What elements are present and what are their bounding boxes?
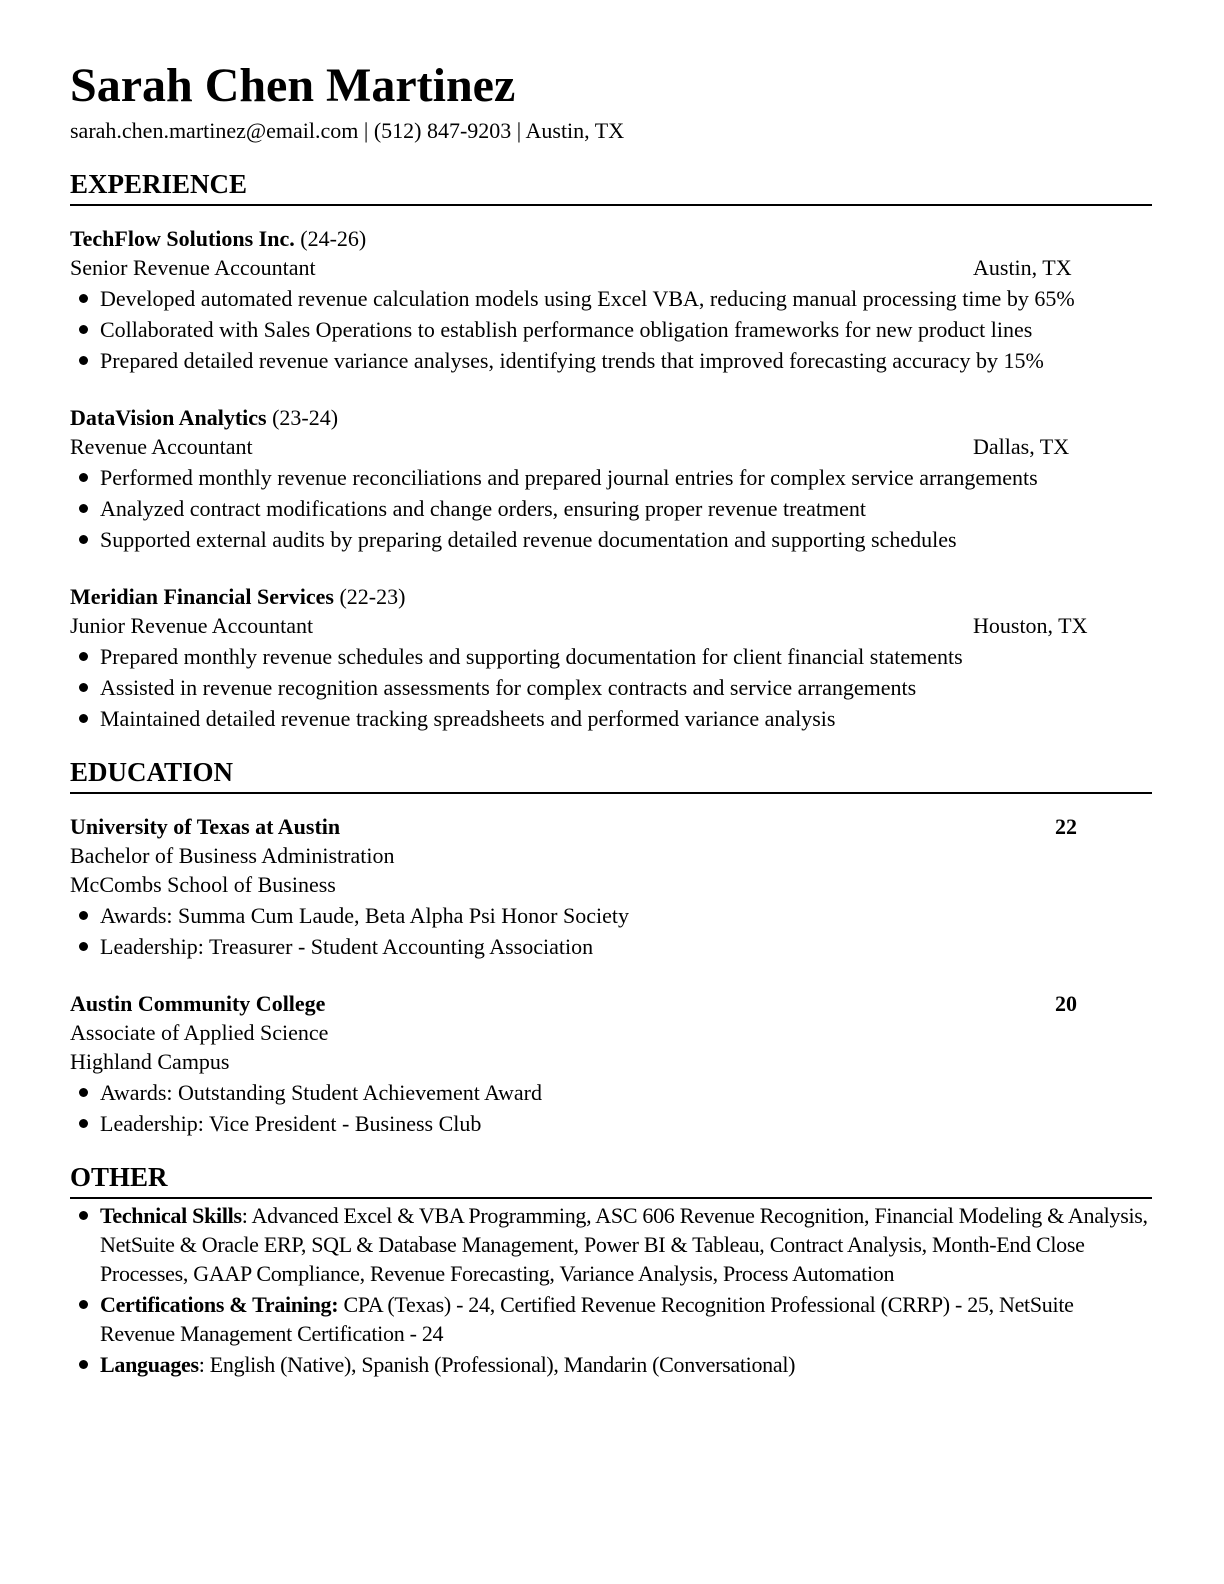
contact-email: sarah.chen.martinez@email.com (70, 118, 359, 143)
company-name: Meridian Financial Services (70, 584, 334, 609)
job-bullet: Developed automated revenue calculation models using Excel VBA, reducing manual processing time by 65% (70, 284, 1152, 313)
company-name: TechFlow Solutions Inc. (70, 226, 295, 251)
education-bullet: Leadership: Treasurer - Student Accounting Association (70, 932, 1152, 961)
job-bullet: Prepared monthly revenue schedules and supporting documentation for client financial statements (70, 642, 1152, 671)
job-title: Junior Revenue Accountant (70, 613, 314, 638)
job-bullet: Performed monthly revenue reconciliations and prepared journal entries for complex service arrangements (70, 463, 1152, 492)
experience-entry (70, 224, 1152, 375)
company-dates: (22-23) (339, 584, 406, 609)
school-name: Austin Community College (70, 991, 326, 1016)
education-bullet: Awards: Outstanding Student Achievement Award (70, 1078, 1152, 1107)
other-bullet-list (70, 1201, 1152, 1379)
job-location: Dallas, TX (973, 434, 1070, 459)
other-item-label: Certifications & Training: (100, 1292, 339, 1317)
job-bullet-list (70, 284, 1152, 375)
degree-line: Associate of Applied Science (70, 1020, 329, 1045)
other-item-label: Languages (100, 1352, 199, 1377)
title-line (70, 253, 1152, 282)
school-name: University of Texas at Austin (70, 814, 341, 839)
education-bullet: Leadership: Vice President - Business Club (70, 1109, 1152, 1138)
education-bullet: Awards: Summa Cum Laude, Beta Alpha Psi Honor Society (70, 901, 1152, 930)
other-bullet (70, 1350, 1152, 1379)
other-item-label: Technical Skills (100, 1203, 242, 1228)
degree-line: Bachelor of Business Administration (70, 843, 395, 868)
job-title: Senior Revenue Accountant (70, 255, 316, 280)
experience-entry (70, 582, 1152, 733)
school-detail-line: Highland Campus (70, 1049, 230, 1074)
other-item-text: : Advanced Excel & VBA Programming, ASC 606 Revenue Recognition, Financial Modeling & Analysis, NetSuite & Oracle ERP, SQL & Database Management, Power BI & Tableau, Contract Analysis, Month-End Close Processes, GAAP Compliance, Revenue Forecasting, Variance Analysis, Process Automation (100, 1203, 1148, 1286)
contact-separator: | (516, 118, 522, 143)
candidate-name: Sarah Chen Martinez (70, 59, 516, 112)
job-bullet-list (70, 642, 1152, 733)
contact-separator: | (363, 118, 369, 143)
company-dates: (24-26) (300, 226, 367, 251)
job-bullet: Maintained detailed revenue tracking spreadsheets and performed variance analysis (70, 704, 1152, 733)
school-year: 20 (1055, 991, 1077, 1016)
other-bullet (70, 1201, 1152, 1288)
company-line (70, 582, 1152, 611)
title-line (70, 432, 1152, 461)
job-location: Austin, TX (973, 255, 1072, 280)
contact-location: Austin, TX (525, 118, 625, 143)
education-entry (70, 812, 1152, 961)
job-location: Houston, TX (973, 613, 1088, 638)
education-entry (70, 989, 1152, 1138)
job-bullet: Prepared detailed revenue variance analyses, identifying trends that improved forecasting accuracy by 15% (70, 346, 1152, 375)
school-line (70, 989, 1152, 1018)
company-line (70, 403, 1152, 432)
section-other (70, 1160, 1152, 1379)
school-detail-line: McCombs School of Business (70, 872, 336, 897)
job-bullet: Collaborated with Sales Operations to establish performance obligation frameworks for new product lines (70, 315, 1152, 344)
other-item-text: CPA (Texas) - 24, Certified Revenue Recognition Professional (CRRP) - 25, NetSuite Revenue Management Certification - 24 (100, 1292, 1074, 1346)
experience-entry (70, 403, 1152, 554)
job-bullet-list (70, 463, 1152, 554)
company-line (70, 224, 1152, 253)
section-experience (70, 167, 1152, 733)
other-heading: OTHER (70, 1160, 1152, 1199)
other-item-text: : English (Native), Spanish (Professional), Mandarin (Conversational) (198, 1352, 796, 1377)
job-bullet: Assisted in revenue recognition assessments for complex contracts and service arrangements (70, 673, 1152, 702)
education-heading: EDUCATION (70, 755, 1152, 794)
contact-phone: (512) 847-9203 (373, 118, 512, 143)
job-bullet: Analyzed contract modifications and change orders, ensuring proper revenue treatment (70, 494, 1152, 523)
education-bullet-list (70, 901, 1152, 961)
contact-line (70, 116, 1152, 145)
school-year: 22 (1055, 814, 1077, 839)
title-line (70, 611, 1152, 640)
company-dates: (23-24) (272, 405, 339, 430)
education-bullet-list (70, 1078, 1152, 1138)
section-education (70, 755, 1152, 1138)
job-title: Revenue Accountant (70, 434, 253, 459)
job-bullet: Supported external audits by preparing detailed revenue documentation and supporting schedules (70, 525, 1152, 554)
experience-heading: EXPERIENCE (70, 167, 1152, 206)
school-line (70, 812, 1152, 841)
company-name: DataVision Analytics (70, 405, 267, 430)
other-bullet (70, 1290, 1152, 1348)
